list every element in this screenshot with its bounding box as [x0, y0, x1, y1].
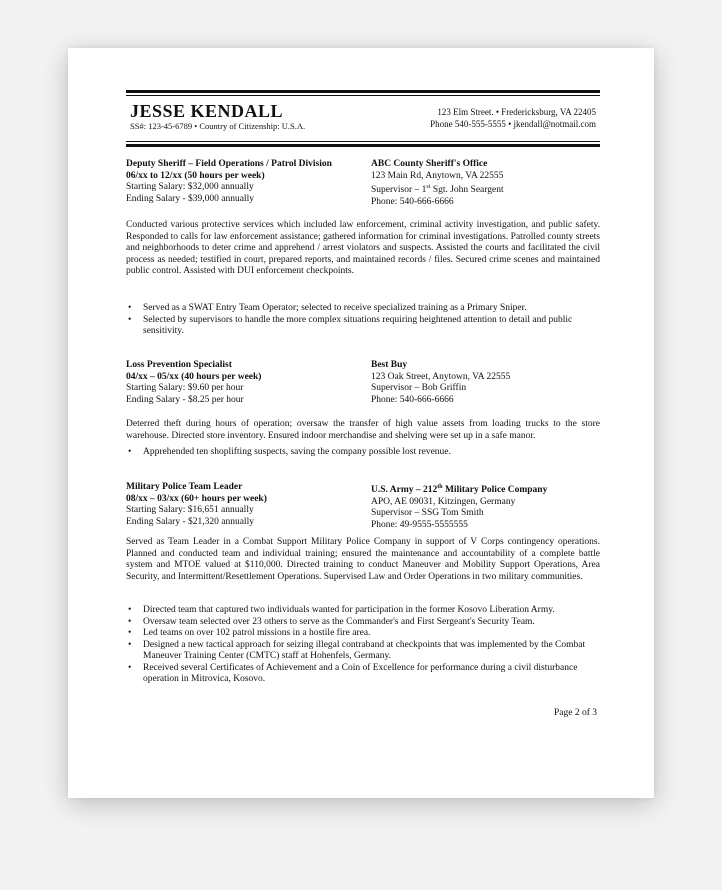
list-item: • Received several Certificates of Achievement and a Coin of Excellence for performance during a civil disturbance operation in Mitrovica, Kosovo.	[126, 663, 600, 686]
job-3-description: Served as Team Leader in a Combat Support Military Police Company in support of V Corps contingency operations. Planned and conducted team and individual training; ensured the maintenance and accountability of a complete battle system and MTOE valued at $110,000. Directed training to conduct Maneuver and Mobility Support Operations, Area Security, and Intermittent/Resettlement Operations. Supervised Law and Order Operations in two military communities.	[126, 537, 600, 582]
job-ending-salary: Ending Salary - $39,000 annually	[126, 193, 254, 204]
employer-phone: Phone: 49-9555-5555555	[371, 519, 468, 530]
job-starting-salary: Starting Salary: $16,651 annually	[126, 505, 254, 515]
job-1-description: Conducted various protective services which included law enforcement, criminal activity investigation, and public safety. Responded to calls for law enforcement assistance; gathered information for criminal investigations. Patrolled county streets and neighborhoods to deter crime and apprehend / arrest violators and suspects. Assisted the courts and facilitated the civil process as needed; testified in court, prepared reports, and maintained records / files. Secured crime scenes and maintained public control. Assisted with DUI enforcement checkpoints.	[126, 220, 600, 276]
header-top-rule	[126, 90, 600, 93]
job-2-employer	[371, 360, 601, 406]
list-item: • Served as a SWAT Entry Team Operator; selected to receive specialized training as a Primary Sniper.	[126, 303, 600, 315]
job-title: Deputy Sheriff – Field Operations / Patrol Division	[126, 159, 332, 169]
employer-supervisor: Supervisor – 1st Sgt. John Seargent	[371, 184, 504, 196]
employer-phone: Phone: 540-666-6666	[371, 394, 454, 405]
job-ending-salary: Ending Salary - $21,320 annually	[126, 516, 254, 527]
job-1-employer	[371, 159, 601, 208]
employer-address: APO, AE 09031, Kitzingen, Germany	[371, 496, 516, 507]
candidate-name: JESSE KENDALL	[130, 101, 284, 121]
list-item: • Apprehended ten shoplifting suspects, saving the company possible lost revenue.	[126, 447, 600, 459]
employer-address: 123 Main Rd, Anytown, VA 22555	[371, 170, 504, 181]
job-2-accomplishments	[126, 447, 600, 459]
resume-page	[68, 48, 654, 798]
list-item: • Oversaw team selected over 23 others to serve as the Commander's and First Sergeant's Security Team.	[126, 617, 600, 629]
job-3-details	[126, 482, 366, 528]
job-ending-salary: Ending Salary - $8.25 per hour	[126, 394, 244, 405]
contact-address: 123 Elm Street. • Fredericksburg, VA 22405	[437, 107, 596, 117]
list-item: • Led teams on over 102 patrol missions in a hostile fire area.	[126, 628, 600, 640]
list-item: • Designed a new tactical approach for seizing illegal contraband at checkpoints that was implemented by the Combat Maneuver Training Center (CMTC) staff at Hohenfels, Germany.	[126, 640, 600, 663]
job-3-employer	[371, 482, 601, 531]
job-title: Military Police Team Leader	[126, 482, 243, 492]
header-top-thin-rule	[126, 95, 600, 96]
contact-block	[430, 106, 596, 130]
job-2-details	[126, 360, 366, 406]
job-2-description: Deterred theft during hours of operation; oversaw the transfer of high value assets from loading trucks to the store warehouse. Directed store inventory. Ensured indoor merchandise and shelving were set up in a safe manor.	[126, 419, 600, 441]
job-title: Loss Prevention Specialist	[126, 360, 232, 370]
job-dates: 06/xx to 12/xx (50 hours per week)	[126, 170, 265, 181]
job-dates: 04/xx – 05/xx (40 hours per week)	[126, 371, 262, 382]
job-dates: 08/xx – 03/xx (60+ hours per week)	[126, 493, 267, 504]
contact-phone-email: Phone 540-555-5555 • jkendall@notmail.com	[430, 119, 596, 129]
list-item: • Directed team that captured two individuals wanted for participation in the former Kosovo Liberation Army.	[126, 605, 600, 617]
employer-address: 123 Oak Street, Anytown, VA 22555	[371, 371, 511, 382]
job-1-details	[126, 159, 366, 205]
ssn-citizenship-line: SS#: 123-45-6789 • Country of Citizenship: U.S.A.	[130, 121, 306, 131]
employer-name: Best Buy	[371, 360, 408, 370]
employer-name: U.S. Army – 212th Military Police Company	[371, 484, 548, 496]
job-starting-salary: Starting Salary: $32,000 annually	[126, 182, 254, 192]
employer-name: ABC County Sheriff's Office	[371, 159, 488, 169]
list-item: • Selected by supervisors to handle the more complex situations requiring heightened attention to detail and public sensitivity.	[126, 315, 600, 338]
employer-supervisor: Supervisor – Bob Griffin	[371, 383, 467, 393]
employer-phone: Phone: 540-666-6666	[371, 196, 454, 207]
header-bottom-thin-rule	[126, 141, 600, 142]
job-1-accomplishments	[126, 303, 600, 338]
job-3-accomplishments	[126, 605, 600, 686]
job-starting-salary: Starting Salary: $9.60 per hour	[126, 383, 244, 393]
page-number: Page 2 of 3	[553, 708, 597, 718]
employer-supervisor: Supervisor – SSG Tom Smith	[371, 508, 484, 519]
header-bottom-rule	[126, 144, 600, 147]
